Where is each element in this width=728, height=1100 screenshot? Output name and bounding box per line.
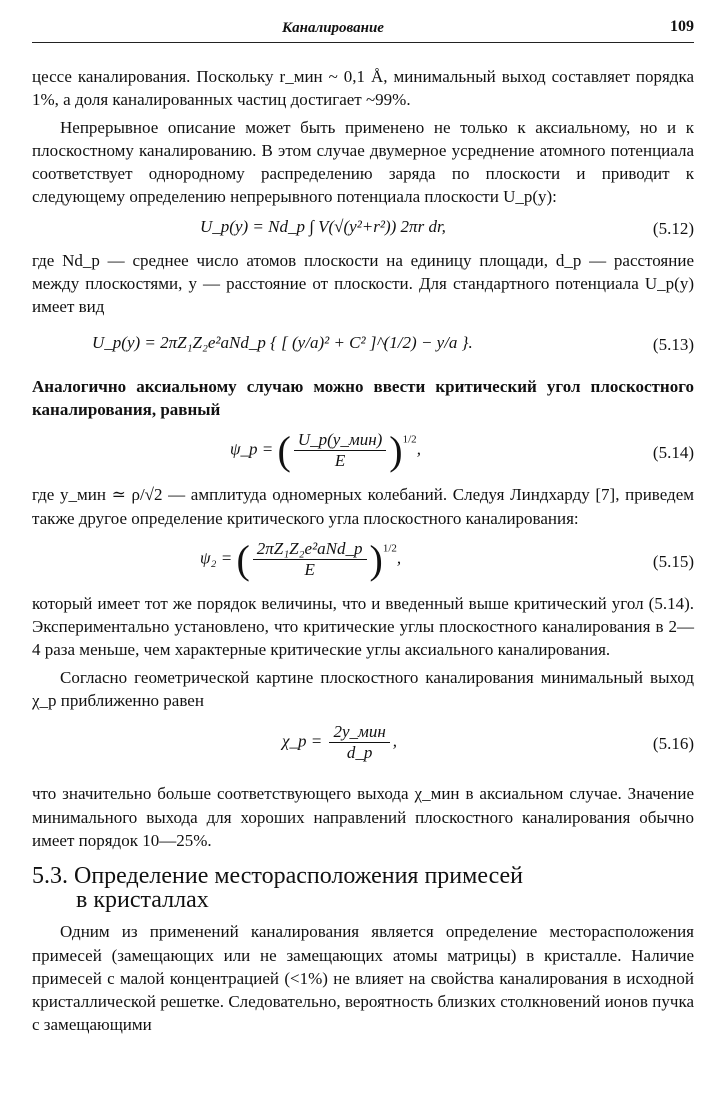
running-header	[32, 16, 694, 43]
paragraph: Одним из применений каналирования является определение месторасположения примесей (замещающих или не замещающих атомы матрицы) в кристалле. Наличие примесей с малой концентрацией (<1%) не влияет на свойства каналирования в исходной кристаллической решетке. Следовательно, вероятность близких столкновений ионов пучка с замещающими	[32, 922, 694, 1035]
equation-number: (5.15)	[652, 551, 694, 571]
equation-lhs: U_p(y) =	[200, 216, 264, 236]
paragraph: где Nd_p — среднее число атомов плоскости на единицу площади, d_p — расстояние между плоскостями, y — расстояние от плоскости. Для стандартного потенциала U_p(y) имеет вид	[32, 250, 694, 317]
paragraph: где y_мин ≃ ρ/√2 — амплитуда одномерных колебаний. Следуя Линдхарду [7], приведем также другое определение критического угла плоскостного каналирования:	[32, 485, 694, 528]
equation-rhs: Nd_p ∫ V(√(y²+r²)) 2πr dr,	[268, 216, 446, 236]
paragraph: Непрерывное описание может быть применено не только к аксиальному, но и к плоскостному каналированию. В этом случае двумерное усреднение атомного потенциала соответствует однородному распределению заряда по плоскости и приводит к следующему определению непрерывного потенциала плоскости U_p(y):	[32, 117, 694, 207]
equation-5-16: χ_p = $\frac{\text{2y\_мин}}{d\_p}$ , (5.16)	[282, 722, 694, 763]
paragraph: Согласно геометрической картине плоскостного каналирования минимальный выход χ_p приближенно равен	[32, 667, 694, 711]
equation-5-13	[32, 319, 694, 375]
equation-5-12	[32, 209, 694, 249]
exponent: 1/2	[382, 542, 397, 555]
section-title-line2: в кристаллах	[76, 887, 209, 914]
page	[32, 16, 694, 1037]
section-title-line1: Определение месторасположения примесей	[74, 863, 524, 890]
section-heading	[32, 864, 694, 912]
fraction-denominator: E	[334, 451, 346, 471]
paragraph: Аналогично аксиальному случаю можно ввести критический угол плоскостного каналирования, равный	[32, 376, 694, 419]
equation-number: (5.12)	[652, 218, 694, 238]
running-title: Каналирование	[282, 20, 384, 36]
equation-lhs: ψ_p =	[230, 439, 274, 459]
equation-number: (5.16)	[652, 734, 694, 754]
equation-lhs: χ_p =	[282, 731, 323, 751]
fraction-numerator: 2y_мин	[329, 722, 389, 743]
fraction-denominator: d_p	[346, 743, 373, 763]
equation-lhs: ψ₂ =	[200, 548, 233, 568]
equation-rhs: 2πZ₁Z₂e²aNd_p { [ (y/a)² + C² ]^(1/2) − y/a }.	[160, 332, 473, 352]
fraction-denominator: E	[304, 559, 315, 579]
equation-5-14: ψ_p = ( $\frac{\text{U\_p(y\_мин)}}{E}$ )$^{1/2}$, (5.14)	[230, 428, 694, 474]
equation-lhs: U_p(y) =	[92, 332, 156, 352]
page-number: 109	[670, 18, 694, 35]
section-number: 5.3.	[32, 863, 68, 890]
equation-5-15: ψ₂ = ( $\frac{\text{2πZ₁Z₂e²aNd\_p}}{E}$ )$^{1/2}$, (5.15)	[200, 536, 694, 582]
exponent: 1/2	[402, 433, 417, 446]
paragraph: который имеет тот же порядок величины, что и введенный выше критический угол (5.14). Экспериментально установлено, что критические углы плоскостного каналирования в 2—4 раза меньше, чем характерные критические углы аксиального каналирования.	[32, 593, 694, 660]
equation-number: (5.14)	[652, 443, 694, 463]
fraction-numerator: U_p(y_мин)	[294, 430, 386, 451]
paragraph: что значительно больше соответствующего выхода χ_мин в аксиальном случае. Значение минимального выхода для хороших направлений плоскостного каналирования обычно имеет порядок 10—25%.	[32, 784, 694, 850]
fraction-numerator: 2πZ₁Z₂e²aNd_p	[253, 539, 367, 560]
equation-number: (5.13)	[652, 334, 694, 354]
paragraph: цессе каналирования. Поскольку r_мин ~ 0,1 Å, минимальный выход составляет порядка 1%, а доля каналированных частиц достигает ~99%.	[32, 67, 694, 110]
